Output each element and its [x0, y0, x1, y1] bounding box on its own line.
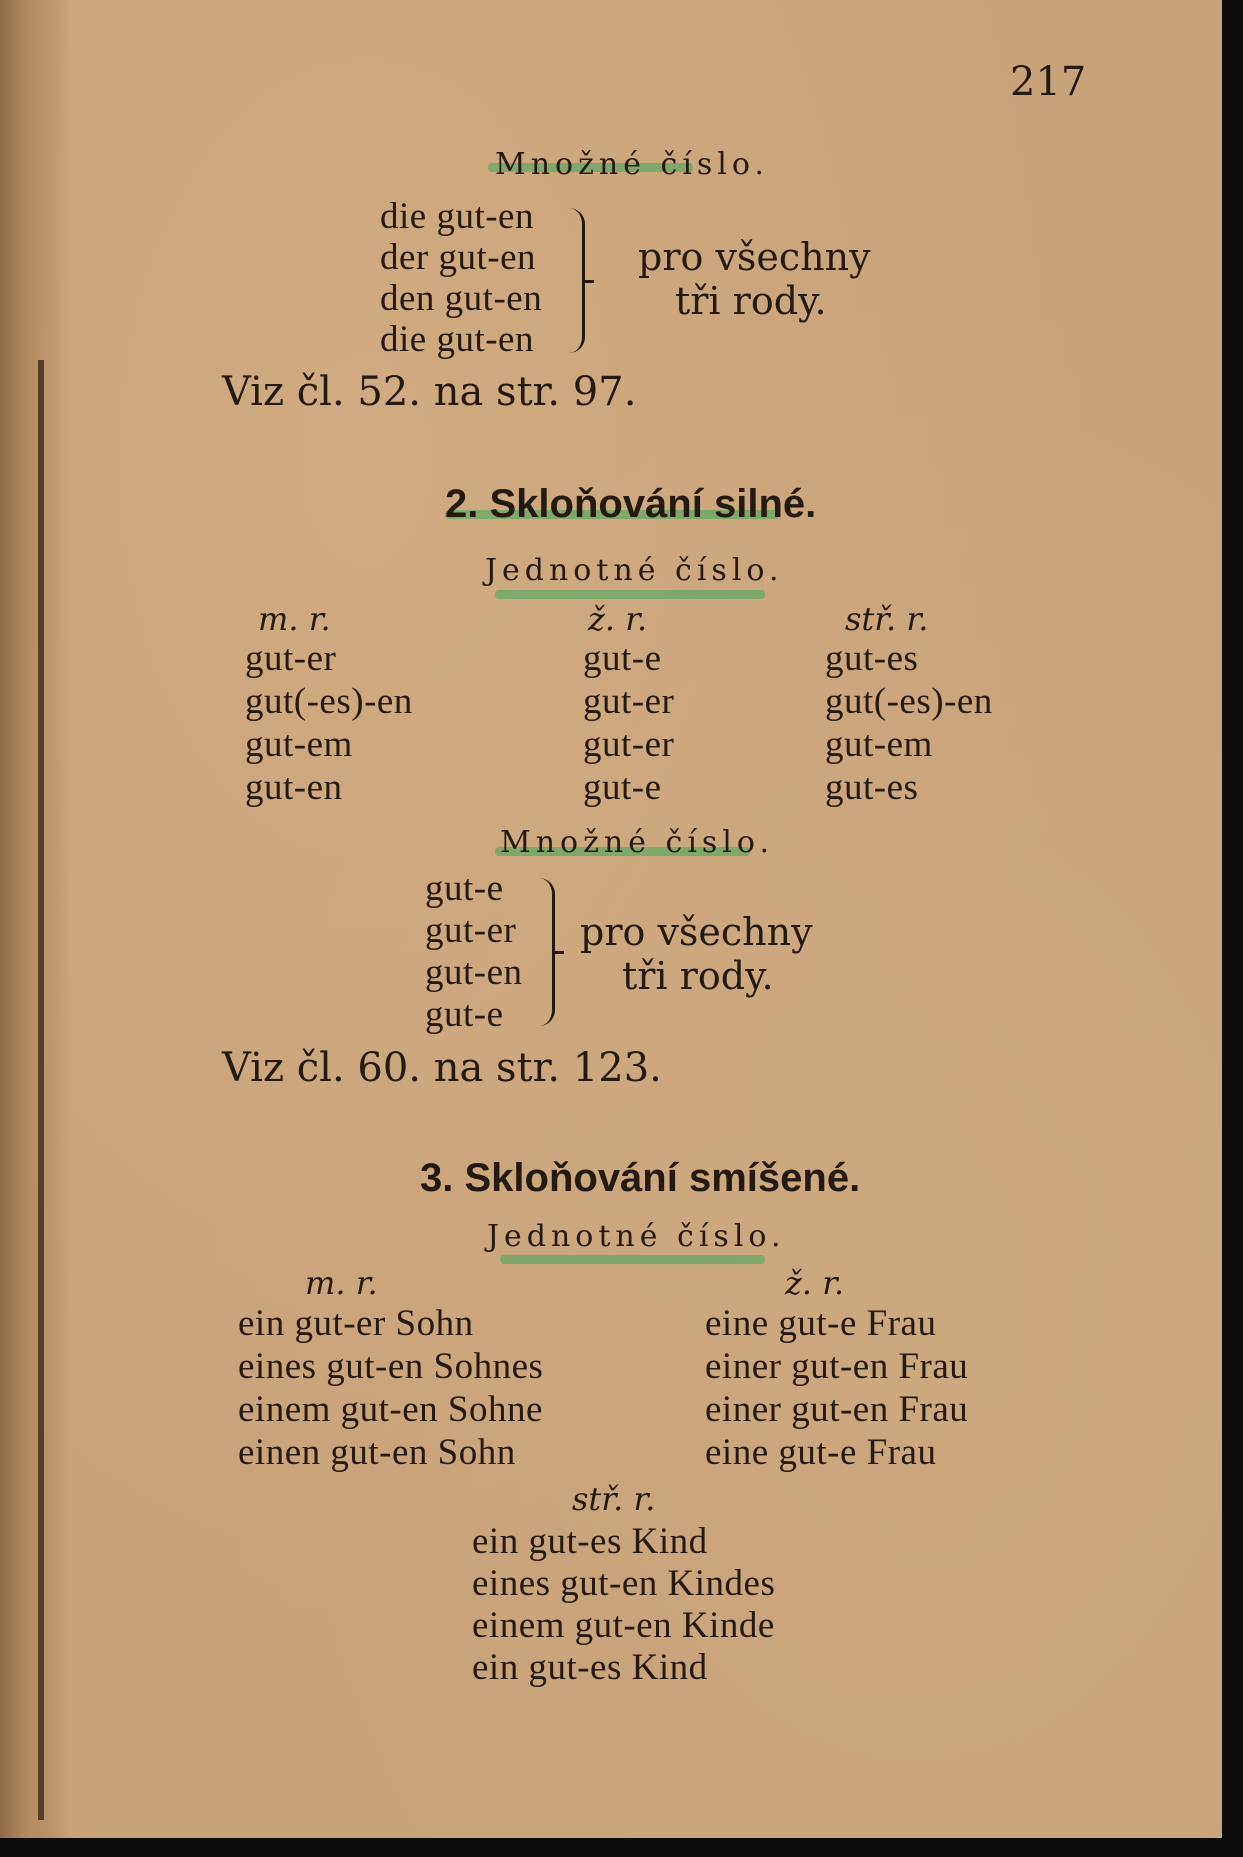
form-line: gut-er	[425, 910, 517, 951]
form-cell: gut-em	[245, 724, 353, 765]
gender-label: ž. r.	[588, 600, 648, 638]
plural-note-line2: tři rody.	[622, 954, 774, 998]
plural-note-line1: pro všechny	[580, 910, 813, 954]
highlight-mark	[500, 1255, 765, 1264]
form-cell: gut-e	[583, 767, 662, 808]
gender-label: m. r.	[305, 1264, 378, 1302]
plural-note-line1: pro všechny	[638, 235, 871, 279]
form-cell: gut(-es)-en	[825, 681, 993, 722]
form-cell: gut-e	[583, 638, 662, 679]
form-line: den gut-en	[380, 278, 543, 319]
form-cell: gut-er	[583, 724, 675, 765]
singular-title: Jednotné číslo.	[485, 553, 784, 588]
plural-note-line2: tři rody.	[675, 279, 827, 323]
form-line: einem gut-en Kinde	[472, 1605, 775, 1646]
brace	[566, 208, 585, 353]
gender-label: stř. r.	[572, 1480, 656, 1518]
form-cell: gut(-es)-en	[245, 681, 413, 722]
form-line: eine gut-e Frau	[705, 1303, 937, 1344]
gutter-line	[38, 360, 44, 1820]
form-line: einer gut-en Frau	[705, 1389, 969, 1430]
form-line: die gut-en	[380, 196, 534, 237]
form-line: die gut-en	[380, 319, 534, 360]
form-line: ein gut-er Sohn	[238, 1303, 474, 1344]
reference-line: Viz čl. 52. na str. 97.	[222, 369, 637, 415]
form-line: ein gut-es Kind	[472, 1521, 708, 1562]
scan-border-right	[1222, 0, 1243, 1857]
form-cell: gut-es	[825, 767, 919, 808]
page-number: 217	[1010, 59, 1087, 105]
scan-border-bottom	[0, 1838, 1243, 1857]
form-line: eines gut-en Sohnes	[238, 1346, 544, 1387]
plural-title: Množné číslo.	[495, 147, 769, 182]
form-line: einen gut-en Sohn	[238, 1432, 516, 1473]
form-line: ein gut-es Kind	[472, 1647, 708, 1688]
form-cell: gut-es	[825, 638, 919, 679]
form-line: einer gut-en Frau	[705, 1346, 969, 1387]
form-line: gut-e	[425, 994, 504, 1035]
section-heading: 3. Skloňování smíšené.	[420, 1156, 861, 1200]
form-cell: gut-er	[245, 638, 337, 679]
form-line: eines gut-en Kindes	[472, 1563, 776, 1604]
gender-label: ž. r.	[785, 1264, 845, 1302]
form-line: gut-e	[425, 868, 504, 909]
form-line: der gut-en	[380, 237, 537, 278]
highlight-mark	[495, 590, 765, 599]
section-heading: 2. Skloňování silné.	[445, 482, 817, 526]
form-cell: gut-en	[245, 767, 343, 808]
singular-title: Jednotné číslo.	[487, 1219, 786, 1254]
reference-line: Viz čl. 60. na str. 123.	[222, 1045, 662, 1091]
plural-title: Množné číslo.	[500, 825, 774, 860]
form-cell: gut-er	[583, 681, 675, 722]
gender-label: m. r.	[258, 600, 331, 638]
brace	[536, 878, 555, 1026]
form-line: eine gut-e Frau	[705, 1432, 937, 1473]
form-line: gut-en	[425, 952, 523, 993]
form-line: einem gut-en Sohne	[238, 1389, 543, 1430]
page-spine-shadow	[0, 0, 70, 1838]
gender-label: stř. r.	[845, 600, 929, 638]
form-cell: gut-em	[825, 724, 933, 765]
